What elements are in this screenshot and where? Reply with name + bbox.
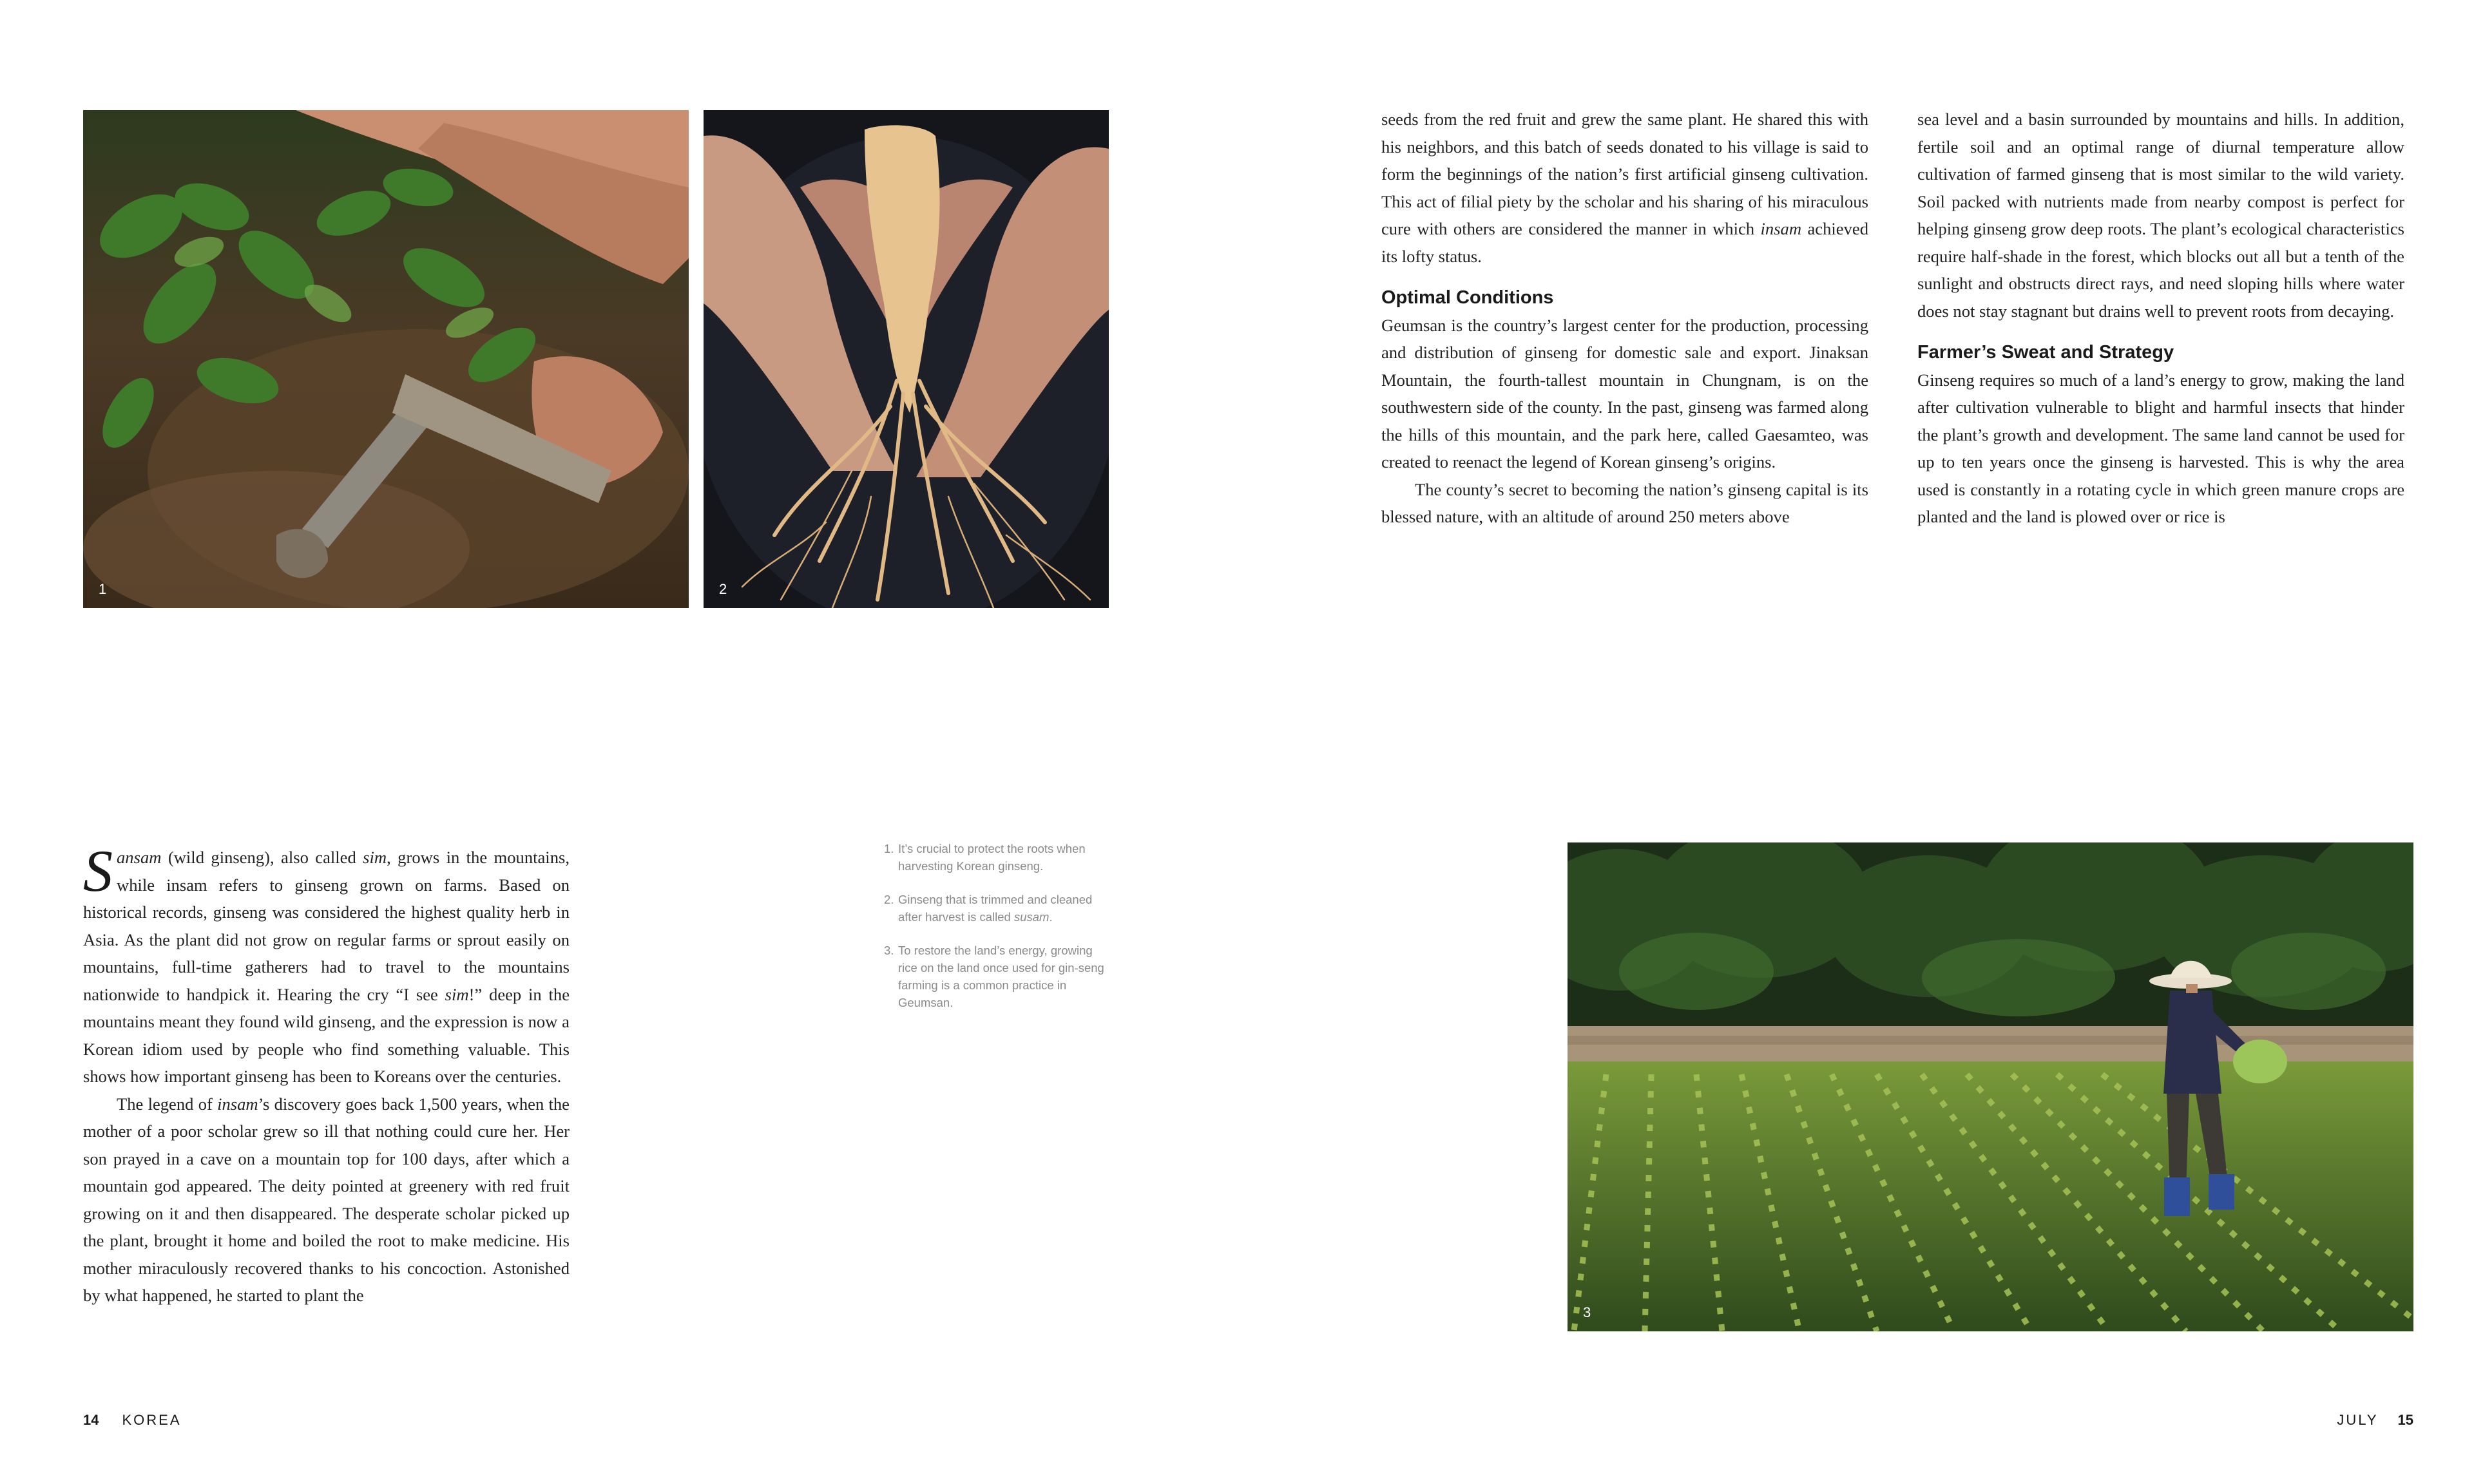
paragraph: Ginseng requires so much of a land’s energy to grow, making the land after cultivation vulnerable to blight and harmful insects that hinder the plant’s growth and development. The same land cannot be used for up to ten years once the ginseng is harvested. This is why the area used is constantly in a rotating cycle in which green manure crops are planted and the land is plowed over or rice is bbox=[1917, 370, 2404, 526]
article-column-left bbox=[83, 838, 570, 1309]
text-run: The legend of bbox=[117, 1094, 218, 1114]
emphasis-text: ansam bbox=[117, 848, 162, 867]
paragraph: The county’s secret to becoming the nation’s ginseng capital is its blessed nature, with an altitude of around 250 meters above bbox=[1381, 479, 1868, 526]
ginseng-root-image bbox=[704, 110, 1109, 608]
page-number-right: 15 bbox=[2397, 1412, 2413, 1428]
text-run: !” deep in the mountains meant they found wild ginseng, and the expression is now a Korean idiom used by people who find something valuable. This shows how important ginseng has been to Koreans over the centuries. bbox=[83, 984, 570, 1086]
caption-text: . bbox=[1049, 910, 1053, 924]
caption-item bbox=[884, 942, 1108, 1011]
caption-number: 3. bbox=[884, 944, 894, 957]
photo-rice-paddy-farmer bbox=[1568, 842, 2413, 1331]
article-column-right-1 bbox=[1381, 106, 1868, 531]
section-heading-optimal-conditions: Optimal Conditions bbox=[1381, 287, 1554, 308]
caption-text: It’s crucial to protect the roots when harvesting Korean ginseng. bbox=[898, 842, 1086, 873]
section-heading-farmers-sweat: Farmer’s Sweat and Strategy bbox=[1917, 342, 2174, 363]
folio-right bbox=[2337, 1412, 2413, 1429]
ginseng-harvest-image bbox=[83, 110, 689, 608]
text-run: (wild ginseng), also called bbox=[161, 848, 363, 867]
caption-item bbox=[884, 891, 1108, 926]
photo-number-2: 2 bbox=[719, 581, 727, 597]
caption-text: Ginseng that is trimmed and cleaned after harvest is called bbox=[898, 893, 1093, 924]
drop-cap: S bbox=[83, 838, 113, 904]
paragraph: Geumsan is the country’s largest center for the production, processing and distribution of ginseng for domestic sale and export. Jinaksan Mountain, the fourth-tallest mountain in Chungnam, is on the southwestern side of the county. In the past, ginseng was farmed along the hills of this mountain, and the park here, called Gaesamteo, was created to reenact the legend of Korean ginseng’s origins. bbox=[1381, 315, 1868, 471]
magazine-name: KOREA bbox=[122, 1412, 182, 1428]
paragraph bbox=[83, 1090, 570, 1309]
rice-paddy-image bbox=[1568, 842, 2413, 1331]
emphasis-text: sim bbox=[445, 984, 469, 1004]
emphasis-text: insam bbox=[1760, 219, 1802, 238]
lead-paragraph bbox=[83, 838, 570, 1090]
text-run: ’s discovery goes back 1,500 years, when the mother of a poor scholar grew so ill that nothing could cure her. Her son prayed in a cave on a mountain top for 100 days, after which a mountain god appeared. The deity pointed at greenery with red fruit growing on it and then disappeared. The desperate scholar picked up the plant, brought it home and boiled the root to make medicine. His mother miraculously recovered thanks to his concoction. Astonished by what happened, he started to plant the bbox=[83, 1094, 570, 1305]
caption-item bbox=[884, 840, 1108, 875]
article-column-right-2 bbox=[1917, 106, 2404, 531]
caption-number: 1. bbox=[884, 842, 894, 855]
emphasis-text: sim bbox=[363, 848, 387, 867]
page-number-left: 14 bbox=[83, 1412, 99, 1428]
caption-text: To restore the land’s energy, growing rice on the land once used for gin-seng farming is a common practice in Geumsan. bbox=[898, 944, 1104, 1009]
emphasis-text: susam bbox=[1013, 910, 1050, 924]
text-run: achieved its lofty status. bbox=[1381, 219, 1868, 266]
photo-number-3: 3 bbox=[1583, 1304, 1591, 1320]
paragraph: sea level and a basin surrounded by mountains and hills. In addition, fertile soil and an optimal range of diurnal temperature allow cultivation of farmed ginseng that is most similar to the wild variety. Soil packed with nutrients made from nearby compost is perfect for helping ginseng grow deep roots. The plant’s ecological characteristics require half-shade in the forest, which blocks out all but a tenth of the sunlight and obstructs direct rays, and need sloping hills where water does not stay stagnant but drains well to prevent roots from decaying. bbox=[1917, 109, 2404, 321]
folio-left bbox=[83, 1412, 182, 1429]
photo-ginseng-harvest bbox=[83, 110, 689, 608]
photo-ginseng-root bbox=[704, 110, 1109, 608]
paragraph bbox=[1381, 106, 1868, 270]
emphasis-text: insam bbox=[217, 1094, 258, 1114]
issue-month: JULY bbox=[2337, 1412, 2379, 1428]
text-run: , grows in the mountains, while insam refers to ginseng grown on farms. Based on historical records, ginseng was considered the highest quality herb in Asia. As the plant did not grow on regular farms or sprout easily on mountains, full-time gatherers had to travel to the mountains nationwide to handpick it. Hearing the cry “I see bbox=[83, 848, 570, 1004]
photo-number-1: 1 bbox=[99, 581, 107, 597]
text-run: seeds from the red fruit and grew the same plant. He shared this with his neighbors, and this batch of seeds donated to his village is said to form the beginnings of the nation’s first artificial ginseng cultivation. This act of filial piety by the scholar and his sharing of his miraculous cure with others are considered the manner in which bbox=[1381, 109, 1868, 238]
photo-captions bbox=[884, 840, 1108, 1027]
caption-number: 2. bbox=[884, 893, 894, 906]
